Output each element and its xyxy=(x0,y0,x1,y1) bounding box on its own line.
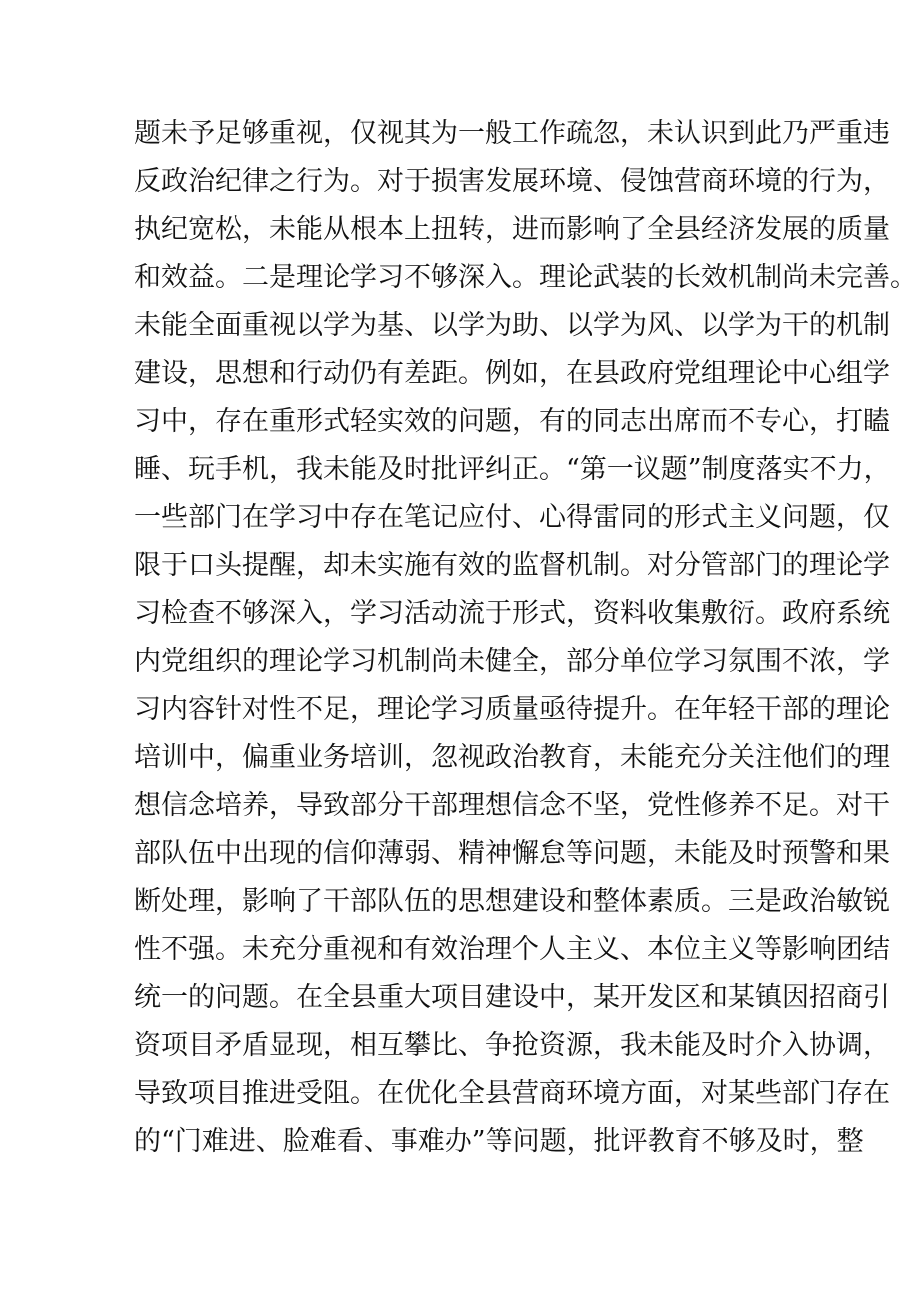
text-line: 睡、玩手机，我未能及时批评纠正。“第一议题”制度落实不力， xyxy=(134,454,891,485)
text-line: 断处理，影响了干部队伍的思想建设和整体素质。三是政治敏锐 xyxy=(134,886,890,917)
text-line: 和效益。二是理论学习不够深入。理论武装的长效机制尚未完善。 xyxy=(134,262,917,293)
text-line: 的“门难进、脸难看、事难办”等问题，批评教育不够及时，整 xyxy=(134,1126,864,1157)
text-line: 导致项目推进受阻。在优化全县营商环境方面，对某些部门存在 xyxy=(134,1078,890,1109)
text-line: 培训中，偏重业务培训，忽视政治教育，未能充分关注他们的理 xyxy=(134,742,890,773)
text-line: 限于口头提醒，却未实施有效的监督机制。对分管部门的理论学 xyxy=(134,550,890,581)
text-line: 建设，思想和行动仍有差距。例如，在县政府党组理论中心组学 xyxy=(134,358,890,389)
text-line: 资项目矛盾显现，相互攀比、争抢资源，我未能及时介入协调， xyxy=(134,1030,890,1061)
text-line: 想信念培养，导致部分干部理想信念不坚，党性修养不足。对干 xyxy=(134,790,890,821)
text-line: 习检查不够深入，学习活动流于形式，资料收集敷衍。政府系统 xyxy=(134,598,890,629)
text-line: 未能全面重视以学为基、以学为助、以学为风、以学为干的机制 xyxy=(134,310,890,341)
text-line: 内党组织的理论学习机制尚未健全，部分单位学习氛围不浓，学 xyxy=(134,646,890,677)
text-line: 题未予足够重视，仅视其为一般工作疏忽，未认识到此乃严重违 xyxy=(134,118,890,149)
body-paragraph xyxy=(134,110,917,1166)
text-line: 性不强。未充分重视和有效治理个人主义、本位主义等影响团结 xyxy=(134,934,890,965)
text-line: 习中，存在重形式轻实效的问题，有的同志出席而不专心，打瞌 xyxy=(134,406,890,437)
text-line: 一些部门在学习中存在笔记应付、心得雷同的形式主义问题，仅 xyxy=(134,502,890,533)
text-line: 部队伍中出现的信仰薄弱、精神懈怠等问题，未能及时预警和果 xyxy=(134,838,890,869)
text-line: 统一的问题。在全县重大项目建设中，某开发区和某镇因招商引 xyxy=(134,982,890,1013)
text-line: 执纪宽松，未能从根本上扭转，进而影响了全县经济发展的质量 xyxy=(134,214,890,245)
text-line: 反政治纪律之行为。对于损害发展环境、侵蚀营商环境的行为， xyxy=(134,166,890,197)
text-line: 习内容针对性不足，理论学习质量亟待提升。在年轻干部的理论 xyxy=(134,694,890,725)
